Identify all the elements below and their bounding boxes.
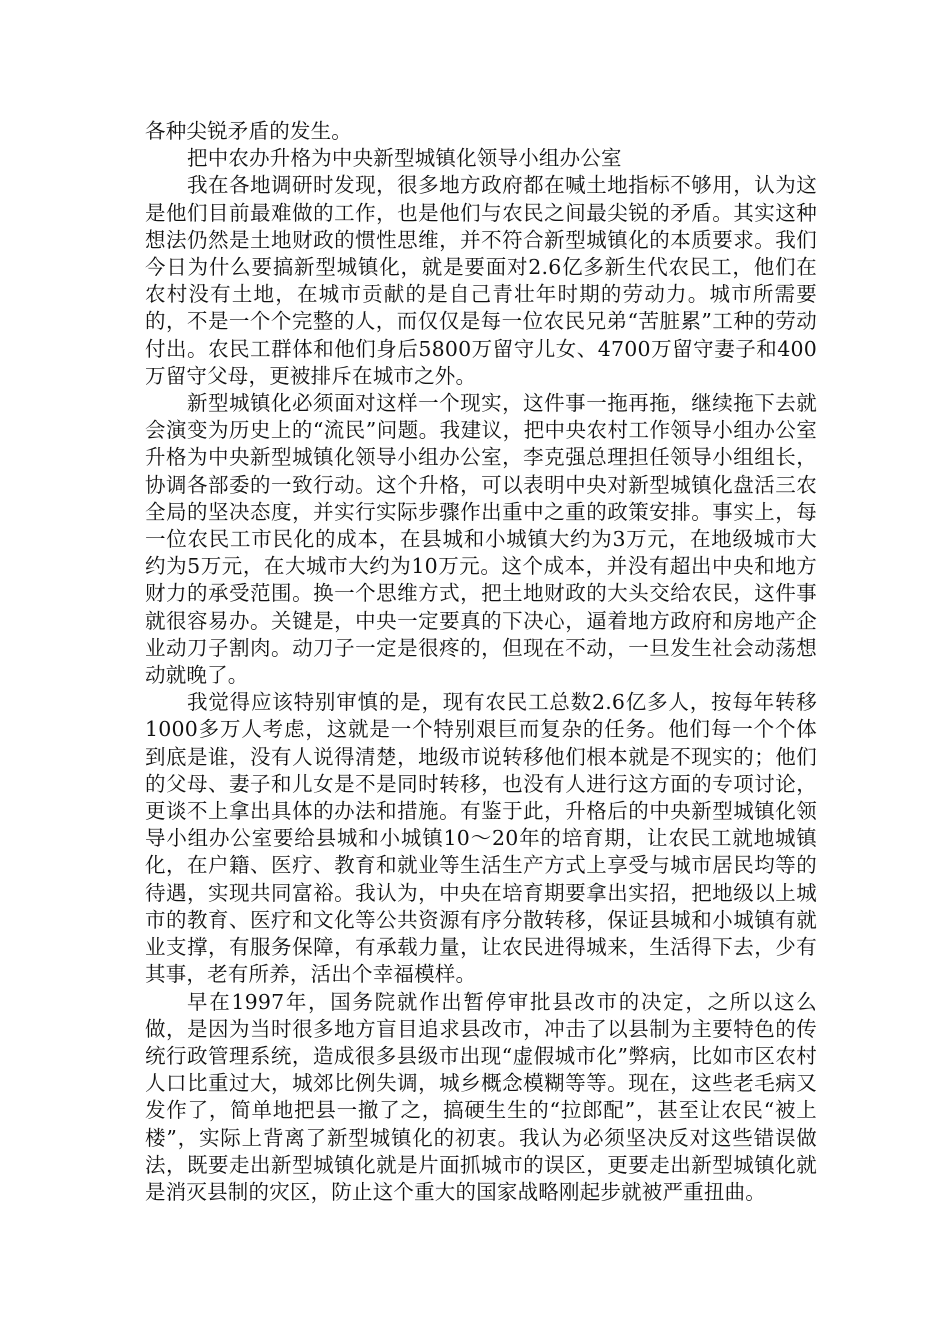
paragraph: 新型城镇化必须面对这样一个现实，这件事一拖再拖，继续拖下去就会演变为历史上的“流民”问题。我建议，把中央农村工作领导小组办公室升格为中央新型城镇化领导小组办公室，李克强总理担任领导小组组长，协调各部委的一致行动。这个升格，可以表明中央对新型城镇化盘活三农全局的坚决态度，并实行实际步骤作出重中之重的政策安排。事实上，每一位农民工市民化的成本，在县城和小城镇大约为3万元，在地级城市大约为5万元，在大城市大约为10万元。这个成本，并没有超出中央和地方财力的承受范围。换一个思维方式，把土地财政的大头交给农民，这件事就很容易办。关键是，中央一定要真的下决心，逼着地方政府和房地产企业动刀子割肉。动刀子一定是很疼的，但现在不动，一旦发生社会动荡想动就晚了。 — [145, 391, 817, 688]
article-body — [145, 118, 817, 1206]
paragraph: 我在各地调研时发现，很多地方政府都在喊土地指标不够用，认为这是他们目前最难做的工作，也是他们与农民之间最尖锐的矛盾。其实这种想法仍然是土地财政的惯性思维，并不符合新型城镇化的本质要求。我们今日为什么要搞新型城镇化，就是要面对2.6亿多新生代农民工，他们在农村没有土地，在城市贡献的是自己青壮年时期的劳动力。城市所需要的，不是一个个完整的人，而仅仅是每一位农民兄弟“苦脏累”工种的劳动付出。农民工群体和他们身后5800万留守儿女、4700万留守妻子和400万留守父母，更被排斥在城市之外。 — [145, 173, 817, 388]
paragraph: 早在1997年，国务院就作出暂停审批县改市的决定，之所以这么做，是因为当时很多地方盲目追求县改市，冲击了以县制为主要特色的传统行政管理系统，造成很多县级市出现“虚假城市化”弊病，比如市区农村人口比重过大，城郊比例失调，城乡概念模糊等等。现在，这些老毛病又发作了，简单地把县一撤了之，搞硬生生的“拉郎配”，甚至让农民“被上楼”，实际上背离了新型城镇化的初衷。我认为必须坚决反对这些错误做法，既要走出新型城镇化就是片面抓城市的误区，更要走出新型城镇化就是消灭县制的灾区，防止这个重大的国家战略刚起步就被严重扭曲。 — [145, 989, 817, 1204]
section-heading: 把中农办升格为中央新型城镇化领导小组办公室 — [187, 146, 622, 171]
paragraph: 我觉得应该特别审慎的是，现有农民工总数2.6亿多人，按每年转移1000多万人考虑，这就是一个特别艰巨而复杂的任务。他们每一个个体到底是谁，没有人说得清楚，地级市说转移他们根本就是不现实的；他们的父母、妻子和儿女是不是同时转移，也没有人进行这方面的专项讨论，更谈不上拿出具体的办法和措施。有鉴于此，升格后的中央新型城镇化领导小组办公室要给县城和小城镇10～20年的培育期，让农民工就地城镇化，在户籍、医疗、教育和就业等生活生产方式上享受与城市居民均等的待遇，实现共同富裕。我认为，中央在培育期要拿出实招，把地级以上城市的教育、医疗和文化等公共资源有序分散转移，保证县城和小城镇有就业支撑，有服务保障，有承载力量，让农民进得城来，生活得下去，少有其事，老有所养，活出个幸福模样。 — [145, 690, 817, 987]
paragraph-continuation: 各种尖锐矛盾的发生。 — [145, 119, 352, 143]
